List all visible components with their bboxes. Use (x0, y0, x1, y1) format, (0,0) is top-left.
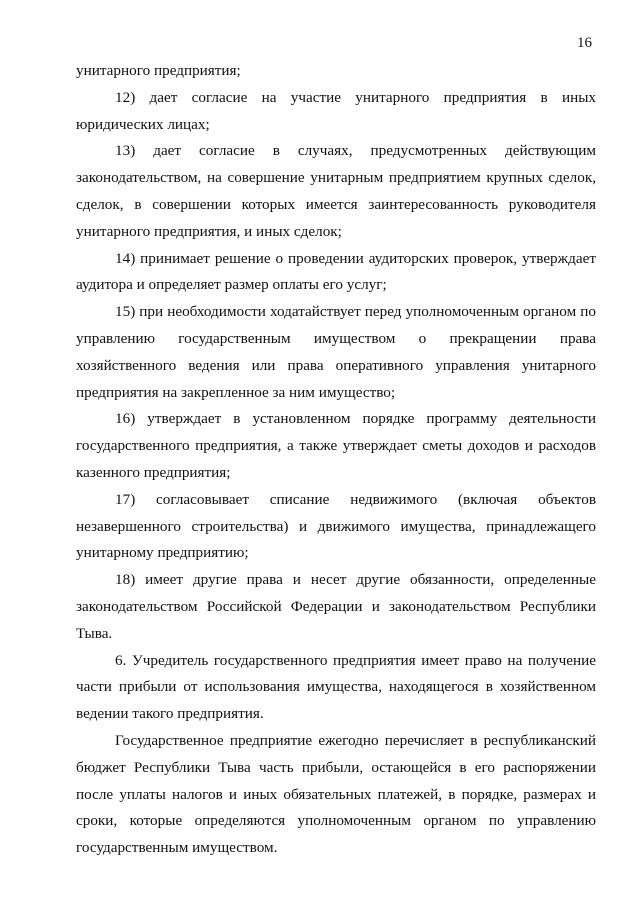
paragraph-item-13: 13) дает согласие в случаях, предусмотренных действующим законодательством, на совершение унитарным предприятием крупных сделок, сделок, в совершении которых имеется заинтересованность руководителя унитарного предприятия, и иных сделок; (76, 142, 596, 240)
paragraph-item-14: 14) принимает решение о проведении аудиторских проверок, утверждает аудитора и определяет размер оплаты его услуг; (76, 249, 596, 294)
paragraph-item-15: 15) при необходимости ходатайствует перед уполномоченным органом по управлению государственным имуществом о прекращении права хозяйственного ведения или права оперативного управления унитарного предприятия на закрепленное за ним имущество; (76, 303, 596, 401)
paragraph-item-12: 12) дает согласие на участие унитарного предприятия в иных юридических лицах; (76, 88, 596, 133)
paragraph-item-16: 16) утверждает в установленном порядке программу деятельности государственного предприятия, а также утверждает сметы доходов и расходов казенного предприятия; (76, 410, 596, 481)
page-number: 16 (577, 35, 592, 51)
paragraph-continuation: унитарного предприятия; (76, 62, 241, 79)
document-body (76, 58, 596, 862)
paragraph-item-17: 17) согласовывает списание недвижимого (включая объектов незавершенного строительства) и движимого имущества, принадлежащего унитарному предприятию; (76, 490, 596, 562)
paragraph-item-18: 18) имеет другие права и несет другие обязанности, определенные законодательством Российской Федерации и законодательством Республики Тыва. (76, 571, 596, 642)
paragraph-section-6: 6. Учредитель государственного предприятия имеет право на получение части прибыли от использования имущества, находящегося в хозяйственном ведении такого предприятия. (76, 651, 596, 723)
paragraph-profit-transfer: Государственное предприятие ежегодно перечисляет в республиканский бюджет Республики Тыва часть прибыли, остающейся в его распоряжении после уплаты налогов и иных обязательных платежей, в порядке, размерах и сроки, которые определяются уполномоченным органом по управлению государственным имуществом. (76, 731, 596, 857)
